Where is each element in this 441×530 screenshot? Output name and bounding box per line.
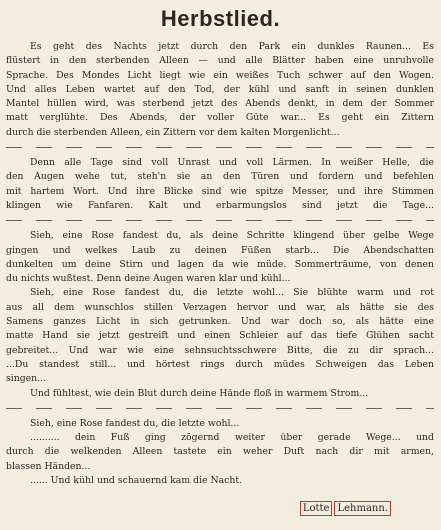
- paragraph-2: [6, 156, 434, 213]
- text-line: Mantel hüllen wird, was sterbend jetzt des Abends denkt, in dem der Sommer: [6, 98, 434, 110]
- text-line: matt verglühte. Des Abends, der voller Güte war... Es geht ein Zittern: [6, 112, 434, 124]
- text-line: du nichts wußtest. Denn deine Augen waren klar und kühl...: [6, 273, 291, 285]
- dashed-separator: [6, 143, 434, 152]
- text-line: Sieh, eine Rose fandest du, als deine Schritte klingend über gelbe Wege: [30, 230, 434, 242]
- paragraph-3: [6, 229, 434, 401]
- text-line: durch die welkenden Alleen tastete ein weher Duft nach dir mit armen,: [6, 446, 434, 458]
- author-last-name: Lehmann.: [334, 501, 391, 516]
- poem-body: [6, 40, 434, 488]
- text-line: gingen und welkes Laub zu deinen Füßen starb... Die Abendschatten: [6, 244, 434, 256]
- author-signature: [298, 501, 391, 516]
- dashed-separator: [6, 404, 434, 413]
- text-line: Sieh, eine Rose fandest du, die letzte wohl... Sie blühte warm und rot: [30, 287, 434, 299]
- text-line: matte Hand sie jetzt gestreift und einen Schleier auf das tiefe Glühen sacht: [6, 330, 434, 342]
- text-line: flüstert in den sterbenden Alleen — und alle Blätter haben eine unruhvolle: [6, 55, 434, 67]
- text-line: Sieh, eine Rose fandest du, die letzte wohl...: [30, 417, 240, 429]
- text-line: Sprache. Des Mondes Licht liegt wie ein weißes Tuch schwer auf den Wogen.: [6, 69, 434, 81]
- text-line: Denn alle Tage sind voll Unrast und voll Lärmen. In weißer Helle, die: [30, 157, 434, 169]
- text-line: dunkelten um deine Stirn und lagen da wie müde. Sommerträume, von denen: [6, 258, 434, 270]
- text-line: Es geht des Nachts jetzt durch den Park ein dunkles Raunen... Es: [30, 41, 434, 52]
- text-line: durch die sterbenden Alleen, ein Zittern vor dem kalten Morgenlicht...: [6, 126, 340, 138]
- paragraph-1: [6, 40, 434, 140]
- text-line: aus all dem wunschlos stillen Verzagen hervor und war, als hätte sie des: [6, 301, 434, 313]
- text-line: klingen wie Fanfaren. Kalt und erbarmungslos sind jetzt die Tage...: [6, 199, 434, 211]
- text-line: Samens ganzes Licht in sich getrunken. Und war doch so, als hätte eine: [6, 316, 434, 328]
- dashed-separator: [6, 216, 434, 225]
- text-line: blassen Händen...: [6, 460, 91, 472]
- text-line: singen...: [6, 373, 47, 385]
- text-line: ...Du standest still... und hörtest rings durch müdes Schweigen das Leben: [6, 358, 434, 370]
- author-first-name: Lotte: [300, 501, 333, 516]
- text-line: mit hartem Wort. Und ihre Blicke sind wie spitze Messer, und ihre Stimmen: [6, 185, 434, 197]
- text-line: den Augen wehe tut, steh'n sie an den Türen und fordern und befehlen: [6, 171, 434, 183]
- text-line: Und fühltest, wie dein Blut durch deine Hände floß in warmem Strom...: [30, 387, 369, 399]
- text-line: gebreitet... Und war wie eine sehnsuchtsschwere Bitte, die zu dir sprach...: [6, 344, 434, 356]
- text-line: ...... Und kühl und schauernd kam die Nacht.: [30, 475, 243, 487]
- poem-title: Herbstlied.: [160, 6, 281, 31]
- paragraph-4: [6, 417, 434, 488]
- text-line: Und alles Leben wartet auf den Tod, der kühl und sanft in seinen dunklen: [6, 83, 434, 95]
- text-line: .......... dein Fuß ging zögernd weiter über gerade Wege... und: [30, 432, 434, 444]
